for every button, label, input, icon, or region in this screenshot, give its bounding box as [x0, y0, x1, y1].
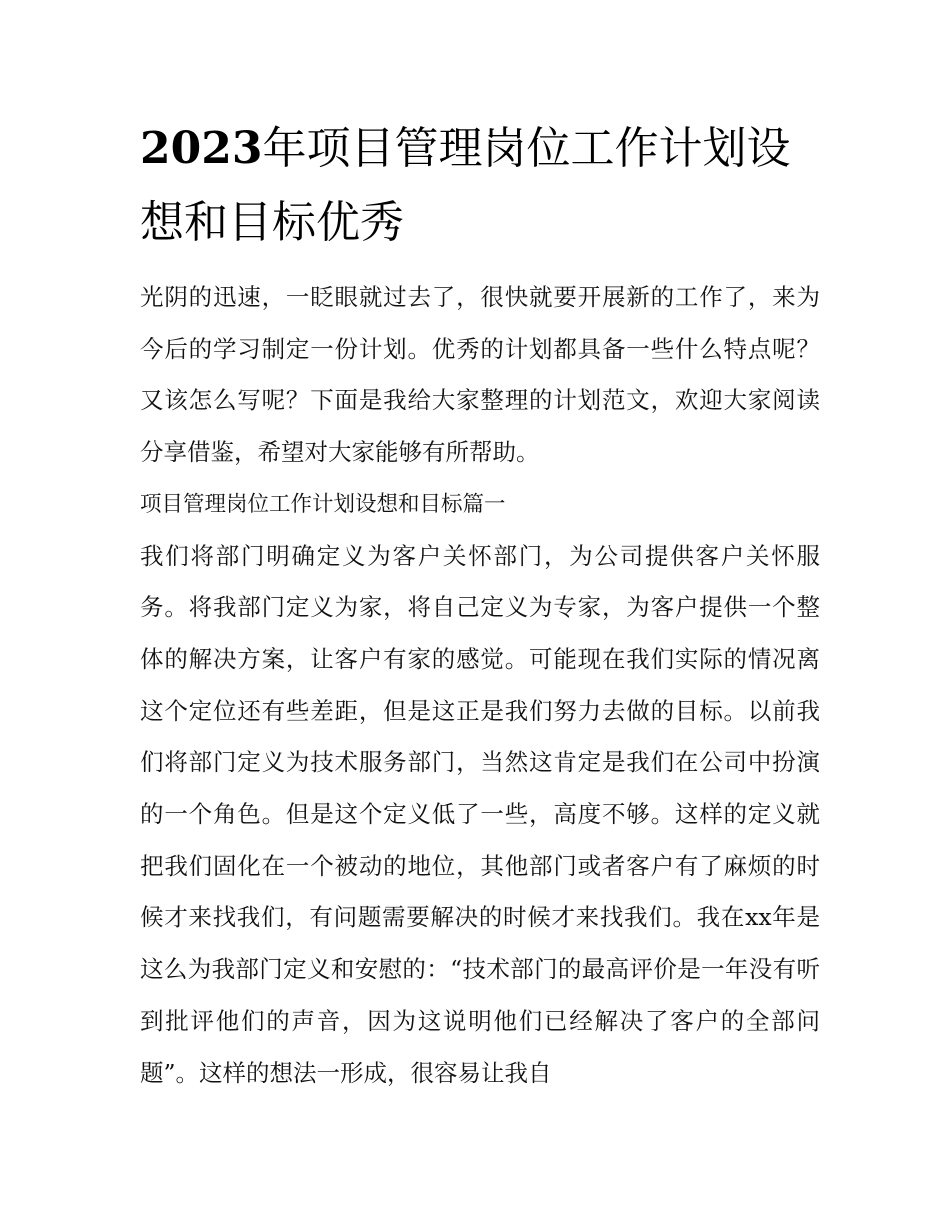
title-text: 年项目管理岗位工作计划设想和目标优秀 [140, 123, 791, 248]
title-year: 2023 [140, 123, 263, 174]
document-title [140, 112, 820, 260]
document-body [140, 272, 820, 1099]
intro-paragraph: 光阴的迅速，一眨眼就过去了，很快就要开展新的工作了，来为今后的学习制定一份计划。优秀的计划都具备一些什么特点呢？又该怎么写呢？下面是我给大家整理的计划范文，欢迎大家阅读分享借鉴，希望对大家能够有所帮助。 [140, 283, 820, 467]
section-heading: 项目管理岗位工作计划设想和目标篇一 [140, 491, 506, 517]
body-paragraph: 我们将部门明确定义为客户关怀部门，为公司提供客户关怀服务。将我部门定义为家，将自己定义为专家，为客户提供一个整体的解决方案，让客户有家的感觉。可能现在我们实际的情况离这个定位还有些差距，但是这正是我们努力去做的目标。以前我们将部门定义为技术服务部门，当然这肯定是我们在公司中扮演的一个角色。但是这个定义低了一些，高度不够。这样的定义就把我们固化在一个被动的地位，其他部门或者客户有了麻烦的时候才来找我们，有问题需要解决的时候才来找我们。我在xx年是这么为我部门定义和安慰的：“技术部门的最高评价是一年没有听到批评他们的声音，因为这说明他们已经解决了客户的全部问题”。这样的想法一形成，很容易让我自 [140, 541, 820, 1087]
